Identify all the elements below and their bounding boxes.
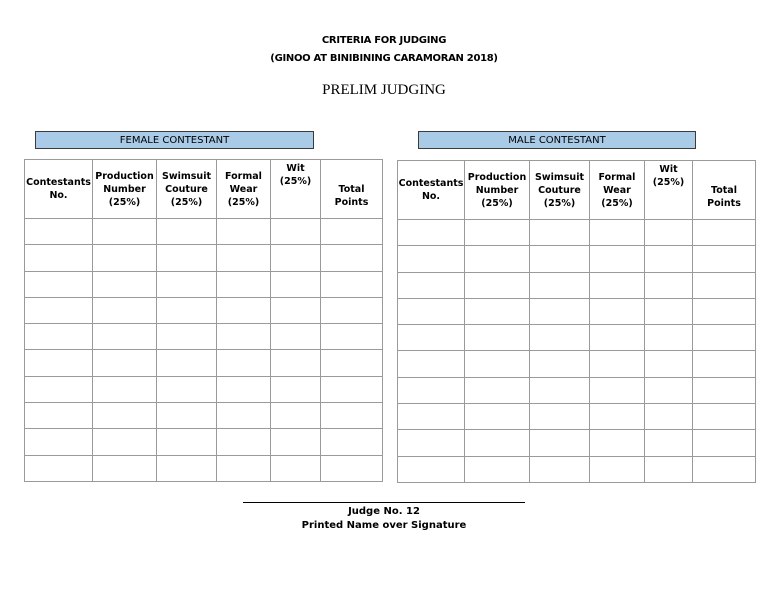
score-cell[interactable]: [93, 219, 157, 245]
female-contestant-label: FEMALE CONTESTANT: [35, 131, 314, 149]
score-cell[interactable]: [271, 350, 321, 376]
score-cell[interactable]: [217, 324, 271, 350]
score-cell[interactable]: [590, 351, 645, 377]
table-row: [25, 219, 383, 245]
score-cell[interactable]: [217, 455, 271, 481]
table-row: [25, 271, 383, 297]
score-cell[interactable]: [157, 403, 217, 429]
score-cell[interactable]: [398, 220, 465, 246]
score-cell[interactable]: [321, 376, 383, 402]
table-row: [398, 298, 756, 324]
score-cell[interactable]: [93, 245, 157, 271]
table-row: [398, 456, 756, 482]
score-cell[interactable]: [93, 429, 157, 455]
score-cell[interactable]: [465, 456, 530, 482]
score-cell[interactable]: [465, 404, 530, 430]
score-cell[interactable]: [217, 245, 271, 271]
score-cell[interactable]: [217, 350, 271, 376]
score-cell[interactable]: [693, 404, 756, 430]
table-row: [25, 455, 383, 481]
male-header-row: [398, 161, 756, 220]
score-cell[interactable]: [590, 456, 645, 482]
score-cell[interactable]: [321, 245, 383, 271]
female-score-rows[interactable]: [25, 219, 383, 482]
score-cell[interactable]: [25, 429, 93, 455]
score-cell[interactable]: [321, 403, 383, 429]
score-cell[interactable]: [398, 298, 465, 324]
score-cell[interactable]: [157, 455, 217, 481]
score-cell[interactable]: [693, 351, 756, 377]
score-cell[interactable]: [271, 297, 321, 323]
score-cell[interactable]: [530, 377, 590, 403]
score-cell[interactable]: [645, 351, 693, 377]
score-cell[interactable]: [398, 430, 465, 456]
score-cell[interactable]: [271, 376, 321, 402]
score-cell[interactable]: [693, 377, 756, 403]
score-cell[interactable]: [465, 246, 530, 272]
score-cell[interactable]: [25, 245, 93, 271]
score-cell[interactable]: [693, 246, 756, 272]
table-row: [398, 377, 756, 403]
score-cell[interactable]: [693, 430, 756, 456]
table-row: [25, 376, 383, 402]
score-cell[interactable]: [217, 376, 271, 402]
score-cell[interactable]: [645, 298, 693, 324]
score-cell[interactable]: [93, 403, 157, 429]
score-cell[interactable]: [465, 220, 530, 246]
male-col-formal: Formal Wear (25%): [590, 161, 645, 220]
table-row: [25, 350, 383, 376]
score-cell[interactable]: [271, 455, 321, 481]
score-cell[interactable]: [217, 297, 271, 323]
table-row: [398, 220, 756, 246]
male-col-total: Total Points: [693, 161, 756, 220]
score-cell[interactable]: [93, 271, 157, 297]
score-cell[interactable]: [271, 219, 321, 245]
document-event-title: (GINOO AT BINIBINING CARAMORAN 2018): [270, 53, 498, 64]
score-cell[interactable]: [321, 455, 383, 481]
score-cell[interactable]: [645, 272, 693, 298]
printed-name-caption: Printed Name over Signature: [301, 520, 467, 531]
score-cell[interactable]: [645, 404, 693, 430]
score-cell[interactable]: [590, 298, 645, 324]
score-cell[interactable]: [465, 351, 530, 377]
score-cell[interactable]: [157, 297, 217, 323]
score-cell[interactable]: [530, 246, 590, 272]
score-cell[interactable]: [465, 430, 530, 456]
score-cell[interactable]: [590, 430, 645, 456]
score-cell[interactable]: [530, 456, 590, 482]
score-cell[interactable]: [530, 404, 590, 430]
score-cell[interactable]: [530, 298, 590, 324]
signature-line: [243, 502, 525, 503]
table-row: [25, 245, 383, 271]
prelim-judging-heading: PRELIM JUDGING: [322, 82, 446, 98]
male-col-production: Production Number (25%): [465, 161, 530, 220]
table-row: [398, 246, 756, 272]
score-cell[interactable]: [217, 271, 271, 297]
score-cell[interactable]: [157, 245, 217, 271]
score-cell[interactable]: [25, 455, 93, 481]
male-col-wit: Wit (25%): [645, 161, 693, 220]
male-score-rows[interactable]: [398, 220, 756, 483]
score-cell[interactable]: [25, 219, 93, 245]
table-row: [25, 403, 383, 429]
score-cell[interactable]: [530, 220, 590, 246]
score-cell[interactable]: [530, 272, 590, 298]
table-row: [25, 429, 383, 455]
female-col-total: Total Points: [321, 160, 383, 219]
score-cell[interactable]: [93, 455, 157, 481]
male-contestant-label: MALE CONTESTANT: [418, 131, 696, 149]
score-cell[interactable]: [321, 219, 383, 245]
score-cell[interactable]: [93, 350, 157, 376]
score-cell[interactable]: [25, 271, 93, 297]
female-col-swimsuit: Swimsuit Couture (25%): [157, 160, 217, 219]
score-cell[interactable]: [321, 324, 383, 350]
score-cell[interactable]: [157, 429, 217, 455]
score-cell[interactable]: [645, 246, 693, 272]
female-col-wit: Wit (25%): [271, 160, 321, 219]
table-row: [398, 351, 756, 377]
score-cell[interactable]: [217, 403, 271, 429]
score-cell[interactable]: [157, 271, 217, 297]
score-cell[interactable]: [217, 429, 271, 455]
table-row: [398, 325, 756, 351]
table-row: [398, 430, 756, 456]
score-cell[interactable]: [398, 272, 465, 298]
score-cell[interactable]: [465, 272, 530, 298]
score-cell[interactable]: [321, 350, 383, 376]
score-cell[interactable]: [157, 350, 217, 376]
score-cell[interactable]: [25, 350, 93, 376]
score-cell[interactable]: [271, 324, 321, 350]
score-cell[interactable]: [321, 271, 383, 297]
score-cell[interactable]: [465, 325, 530, 351]
score-cell[interactable]: [645, 377, 693, 403]
female-col-contestants: Contestants No.: [25, 160, 93, 219]
score-cell[interactable]: [590, 404, 645, 430]
score-cell[interactable]: [465, 377, 530, 403]
document-title: CRITERIA FOR JUDGING: [321, 35, 447, 46]
female-header-row: [25, 160, 383, 219]
score-cell[interactable]: [398, 404, 465, 430]
score-cell[interactable]: [693, 456, 756, 482]
score-cell[interactable]: [590, 377, 645, 403]
score-cell[interactable]: [157, 324, 217, 350]
score-cell[interactable]: [530, 430, 590, 456]
table-row: [25, 297, 383, 323]
score-cell[interactable]: [157, 219, 217, 245]
male-col-swimsuit: Swimsuit Couture (25%): [530, 161, 590, 220]
table-row: [398, 272, 756, 298]
score-cell[interactable]: [398, 351, 465, 377]
score-cell[interactable]: [693, 272, 756, 298]
score-cell[interactable]: [321, 429, 383, 455]
score-cell[interactable]: [590, 272, 645, 298]
score-cell[interactable]: [398, 377, 465, 403]
score-cell[interactable]: [271, 245, 321, 271]
score-cell[interactable]: [25, 297, 93, 323]
score-cell[interactable]: [93, 324, 157, 350]
score-cell[interactable]: [645, 220, 693, 246]
score-cell[interactable]: [25, 403, 93, 429]
score-cell[interactable]: [321, 297, 383, 323]
score-cell[interactable]: [217, 219, 271, 245]
score-cell[interactable]: [25, 376, 93, 402]
score-cell[interactable]: [693, 325, 756, 351]
score-cell[interactable]: [465, 298, 530, 324]
score-cell[interactable]: [271, 271, 321, 297]
female-col-formal: Formal Wear (25%): [217, 160, 271, 219]
score-cell[interactable]: [271, 403, 321, 429]
score-cell[interactable]: [693, 220, 756, 246]
score-cell[interactable]: [530, 325, 590, 351]
score-cell[interactable]: [398, 325, 465, 351]
table-row: [398, 404, 756, 430]
female-col-production: Production Number (25%): [93, 160, 157, 219]
score-cell[interactable]: [590, 220, 645, 246]
judge-number: Judge No. 12: [348, 506, 420, 517]
score-cell[interactable]: [645, 456, 693, 482]
score-cell[interactable]: [590, 246, 645, 272]
score-cell[interactable]: [93, 297, 157, 323]
score-cell[interactable]: [645, 325, 693, 351]
female-score-table: [24, 159, 383, 482]
score-cell[interactable]: [590, 325, 645, 351]
table-row: [25, 324, 383, 350]
male-score-table: [397, 160, 756, 483]
male-col-contestants: Contestants No.: [398, 161, 465, 220]
score-cell[interactable]: [398, 456, 465, 482]
score-cell[interactable]: [398, 246, 465, 272]
score-cell[interactable]: [693, 298, 756, 324]
score-cell[interactable]: [645, 430, 693, 456]
score-cell[interactable]: [157, 376, 217, 402]
score-cell[interactable]: [271, 429, 321, 455]
score-cell[interactable]: [25, 324, 93, 350]
score-cell[interactable]: [93, 376, 157, 402]
score-cell[interactable]: [530, 351, 590, 377]
